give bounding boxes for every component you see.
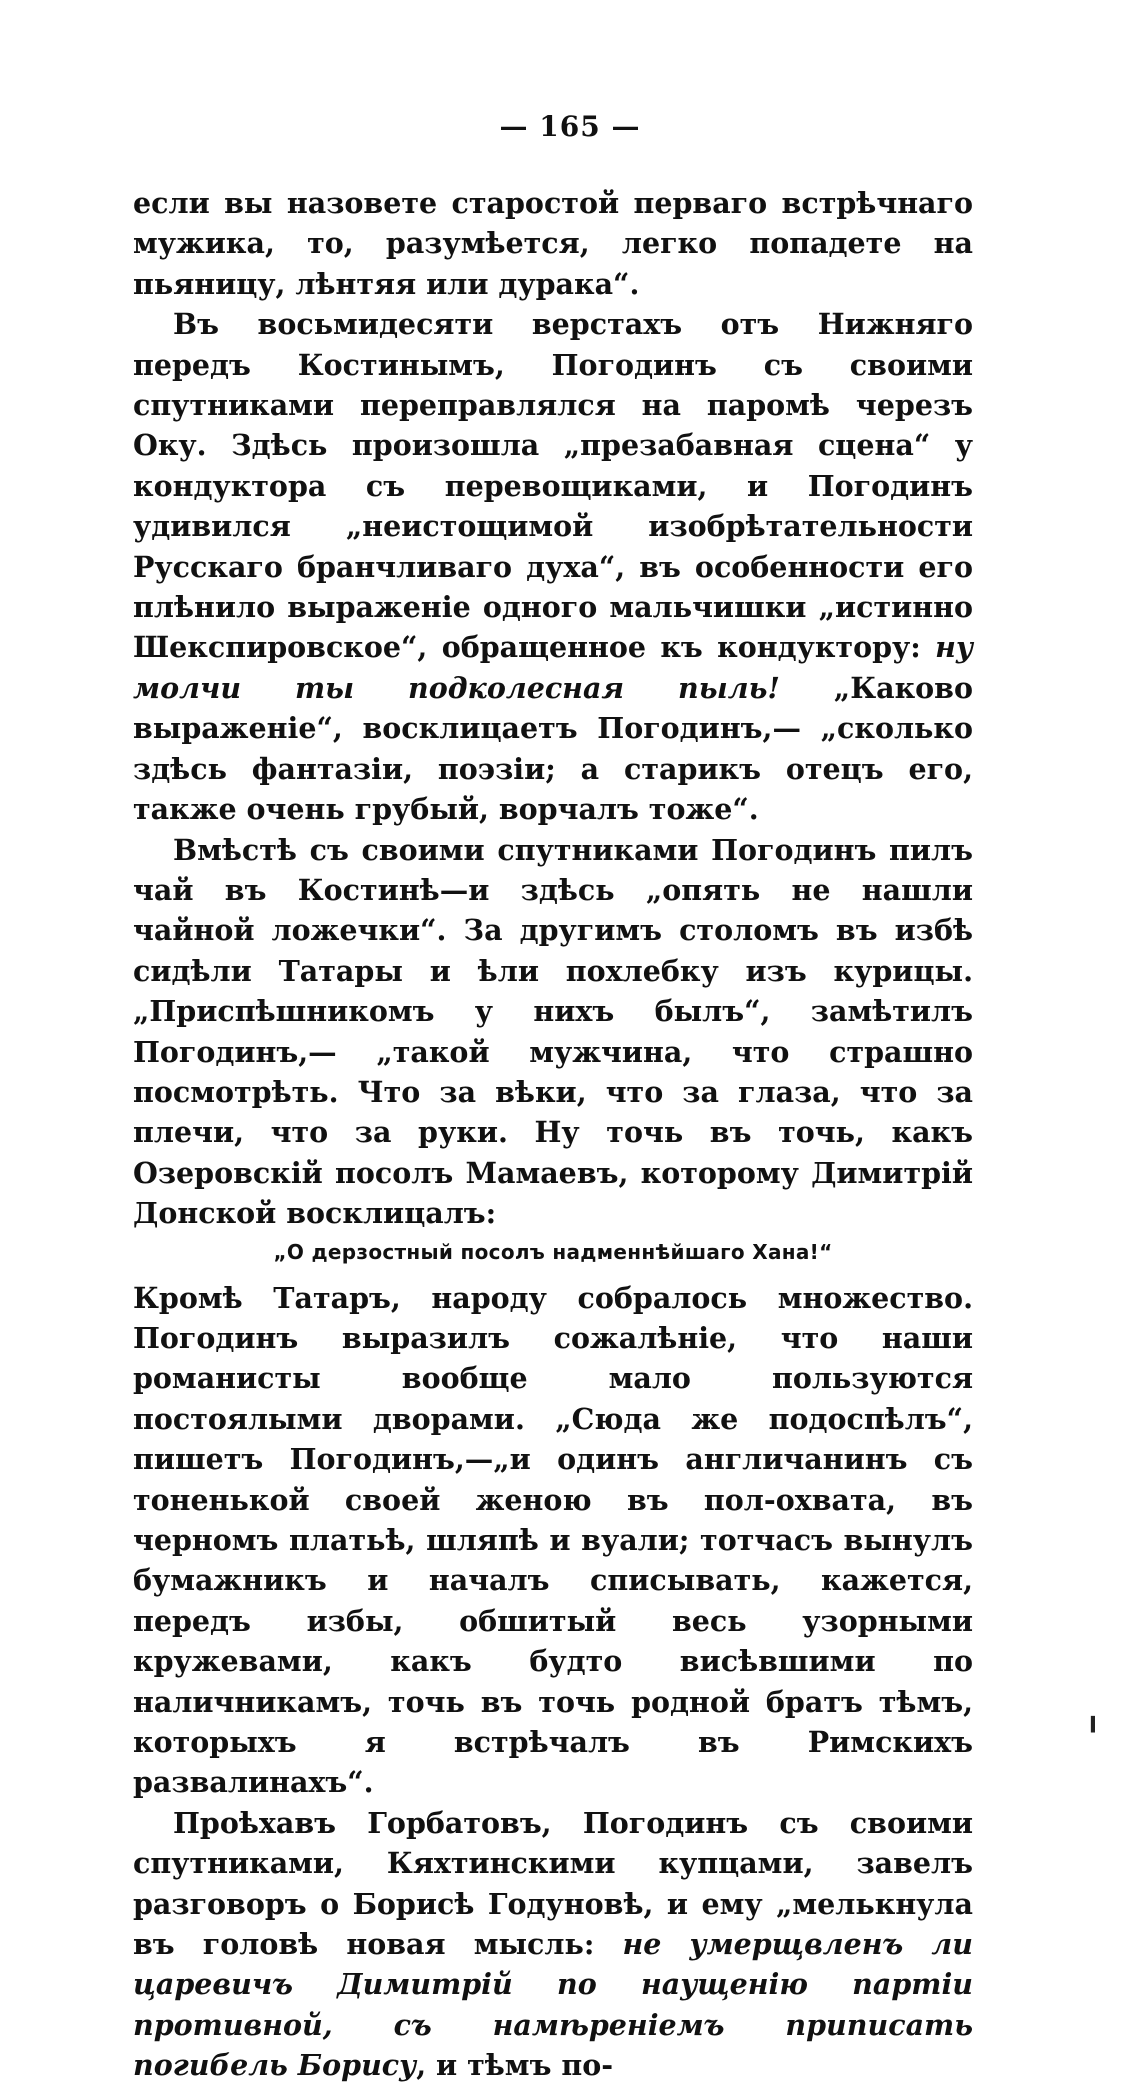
paragraph-ferry (133, 304, 973, 829)
paragraph-tea (133, 830, 973, 1234)
body-text (133, 183, 973, 2086)
text-segment: Въ восьмидесяти верстахъ отъ Нижняго передъ Костинымъ, Погодинъ съ своими спутниками переправлялся на паромѣ черезъ Оку. Здѣсь произошла „презабавная сцена“ у кондуктора съ перевощиками, и Погодинъ удивился „неистощимой изобрѣтательности Русскаго бранчливаго духа“, въ особенности его плѣнило выраженіе одного мальчишки „истинно Шекспировское“, обращенное къ кондуктору: (133, 307, 973, 665)
scan-speck-mark: ▍ (1091, 1717, 1102, 1733)
text-segment: „Каково выраженіе“, восклицаетъ Погодинъ,— „сколько здѣсь фантазіи, поэзіи; а старикъ отецъ его, также очень грубый, ворчалъ тоже“. (133, 670, 973, 827)
paragraph-crowd (133, 1278, 973, 1803)
text-segment: если вы назовете старостой перваго встрѣчнаго мужика, то, разумѣется, легко попадете на пьяницу, лѣнтяя или дурака“. (133, 186, 973, 301)
text-segment: Проѣхавъ Горбатовъ, Погодинъ съ своими спутниками, Кяхтинскими купцами, завелъ разговоръ о Борисѣ Годуновѣ, и ему „мелькнула въ головѣ новая мысль: (133, 1805, 973, 1962)
text-segment: Кромѣ Татаръ, народу собралось множество. Погодинъ выразилъ сожалѣніе, что наши романисты вообще мало пользуются постоялыми дворами. „Сюда же подоспѣлъ“, пишетъ Погодинъ,—„и одинъ англичанинъ съ тоненькой своей женою въ пол-охвата, въ черномъ платьѣ, шляпѣ и вуали; тотчасъ вынулъ бумажникъ и началъ списывать, кажется, передъ избы, обшитый весь узорными кружевами, какъ будто висѣвшими по наличникамъ, точь въ точь родной братъ тѣмъ, которыхъ я встрѣчалъ въ Римскихъ развалинахъ“. (133, 1280, 973, 1800)
page-number: — 165 — (499, 110, 641, 143)
paragraph-gorbatov (133, 1803, 973, 2086)
text-segment: , и тѣмъ по- (416, 2048, 614, 2083)
verse-text: „О дерзостный посолъ надменнѣйшаго Хана!“ (273, 1239, 833, 1264)
text-segment: Вмѣстѣ съ своими спутниками Погодинъ пилъ чай въ Костинѣ—и здѣсь „опять не нашли чайной ложечки“. За другимъ столомъ въ избѣ сидѣли Татары и ѣли похлебку изъ курицы. „Приспѣшникомъ у нихъ былъ“, замѣтилъ Погодинъ,— „такой мужчина, что страшно посмотрѣть. Что за вѣки, что за глаза, что за плечи, что за руки. Ну точь въ точь, какъ Озеровскій посолъ Мамаевъ, которому Димитрій Донской восклицалъ: (133, 832, 973, 1231)
italic-quote: ну молчи ты подколесная пыль! (133, 630, 973, 705)
verse-quote (133, 1234, 973, 1270)
paragraph-continuation (133, 183, 973, 304)
italic-quote: не умерщвленъ ли царевичъ Димитрій по наущенію партіи противной, съ намѣреніемъ приписать погибель Борису (133, 1927, 973, 2083)
